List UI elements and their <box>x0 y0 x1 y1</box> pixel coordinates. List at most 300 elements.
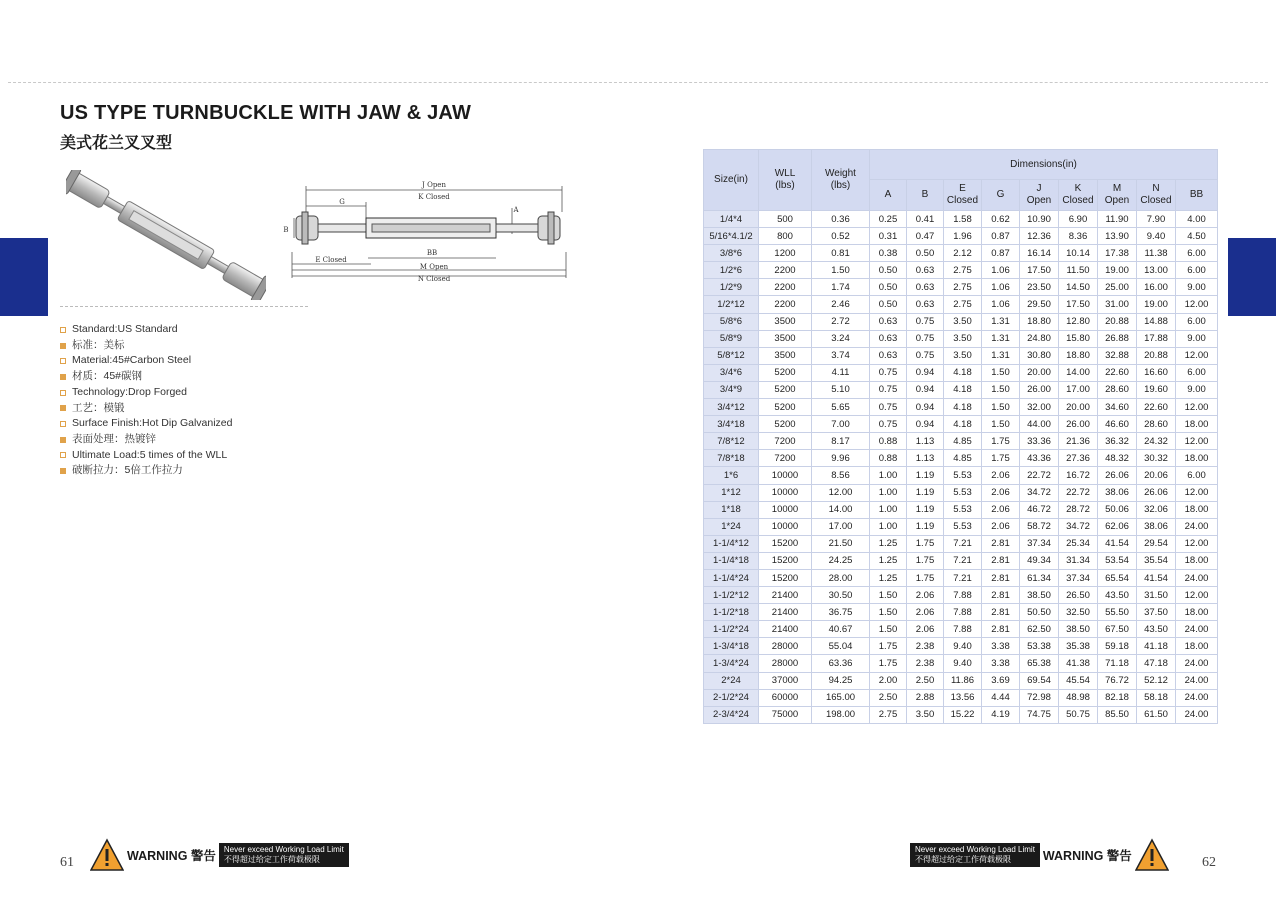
table-cell: 38.06 <box>1137 518 1176 535</box>
table-cell: 4.18 <box>944 416 982 433</box>
table-cell: 1.74 <box>812 279 870 296</box>
table-cell: 50.50 <box>1020 604 1059 621</box>
table-cell: 1.75 <box>907 552 944 569</box>
table-cell: 20.06 <box>1137 467 1176 484</box>
table-cell: 24.00 <box>1176 621 1218 638</box>
table-cell: 82.18 <box>1098 689 1137 706</box>
table-cell: 3500 <box>759 347 812 364</box>
table-cell: 37000 <box>759 672 812 689</box>
table-cell: 6.00 <box>1176 262 1218 279</box>
table-cell: 0.50 <box>870 296 907 313</box>
table-cell: 1*6 <box>704 467 759 484</box>
table-cell: 198.00 <box>812 706 870 723</box>
table-cell: 48.32 <box>1098 450 1137 467</box>
table-cell: 34.72 <box>1020 484 1059 501</box>
table-cell: 35.54 <box>1137 552 1176 569</box>
table-cell: 71.18 <box>1098 655 1137 672</box>
table-cell: 31.00 <box>1098 296 1137 313</box>
table-cell: 6.00 <box>1176 467 1218 484</box>
table-cell: 15.80 <box>1059 330 1098 347</box>
table-cell: 7.21 <box>944 552 982 569</box>
table-cell: 0.63 <box>870 313 907 330</box>
table-cell: 24.00 <box>1176 655 1218 672</box>
table-cell: 65.54 <box>1098 569 1137 586</box>
table-cell: 10000 <box>759 501 812 518</box>
table-cell: 1.58 <box>944 211 982 228</box>
table-cell: 0.94 <box>907 416 944 433</box>
table-cell: 2.72 <box>812 313 870 330</box>
table-cell: 1-3/4*18 <box>704 638 759 655</box>
table-cell: 17.50 <box>1020 262 1059 279</box>
table-cell: 15200 <box>759 535 812 552</box>
table-cell: 7.00 <box>812 416 870 433</box>
table-cell: 37.34 <box>1020 535 1059 552</box>
table-cell: 0.52 <box>812 228 870 245</box>
table-cell: 2.81 <box>982 552 1020 569</box>
table-row <box>704 381 1218 398</box>
table-cell: 0.50 <box>907 245 944 262</box>
table-cell: 12.00 <box>1176 587 1218 604</box>
table-row <box>704 518 1218 535</box>
table-cell: 31.34 <box>1059 552 1098 569</box>
table-cell: 24.00 <box>1176 672 1218 689</box>
table-cell: 12.00 <box>1176 535 1218 552</box>
table-cell: 1200 <box>759 245 812 262</box>
label-m-open: M Open <box>419 263 449 271</box>
table-cell: 28000 <box>759 638 812 655</box>
table-cell: 16.72 <box>1059 467 1098 484</box>
table-cell: 13.90 <box>1098 228 1137 245</box>
warning-triangle-icon <box>1135 838 1169 872</box>
spec-item <box>60 432 233 448</box>
table-cell: 1.31 <box>982 347 1020 364</box>
table-cell: 1.06 <box>982 279 1020 296</box>
table-cell: 44.00 <box>1020 416 1059 433</box>
table-cell: 18.00 <box>1176 638 1218 655</box>
table-cell: 28.72 <box>1059 501 1098 518</box>
table-cell: 2.06 <box>907 621 944 638</box>
table-cell: 18.00 <box>1176 552 1218 569</box>
table-cell: 61.50 <box>1137 706 1176 723</box>
table-cell: 38.06 <box>1098 484 1137 501</box>
table-cell: 1.19 <box>907 484 944 501</box>
table-cell: 1-1/4*18 <box>704 552 759 569</box>
table-cell: 2200 <box>759 262 812 279</box>
table-cell: 20.88 <box>1098 313 1137 330</box>
table-row <box>704 552 1218 569</box>
table-cell: 2200 <box>759 296 812 313</box>
table-cell: 36.32 <box>1098 433 1137 450</box>
table-cell: 19.00 <box>1098 262 1137 279</box>
table-cell: 21400 <box>759 621 812 638</box>
table-cell: 26.06 <box>1098 467 1137 484</box>
table-cell: 2.38 <box>907 655 944 672</box>
table-cell: 28000 <box>759 655 812 672</box>
table-cell: 0.75 <box>870 399 907 416</box>
table-cell: 20.88 <box>1137 347 1176 364</box>
table-cell: 18.00 <box>1176 416 1218 433</box>
warning-word: WARNING 警告 <box>127 849 216 863</box>
table-cell: 0.75 <box>907 330 944 347</box>
table-cell: 0.63 <box>907 279 944 296</box>
table-cell: 0.50 <box>870 262 907 279</box>
turnbuckle-photo <box>66 170 266 300</box>
table-cell: 16.60 <box>1137 364 1176 381</box>
table-cell: 0.36 <box>812 211 870 228</box>
table-cell: 2-3/4*24 <box>704 706 759 723</box>
warning-text-box <box>219 843 349 867</box>
table-cell: 0.63 <box>907 262 944 279</box>
table-cell: 9.40 <box>944 655 982 672</box>
table-cell: 2*24 <box>704 672 759 689</box>
header-dim-col: BB <box>1176 180 1218 211</box>
table-cell: 1.50 <box>982 399 1020 416</box>
table-cell: 43.36 <box>1020 450 1059 467</box>
label-k-closed: K Closed <box>418 193 450 201</box>
table-cell: 3500 <box>759 330 812 347</box>
table-cell: 0.75 <box>907 347 944 364</box>
table-cell: 4.18 <box>944 381 982 398</box>
table-cell: 12.36 <box>1020 228 1059 245</box>
table-cell: 1*24 <box>704 518 759 535</box>
table-cell: 1.75 <box>982 433 1020 450</box>
table-cell: 0.87 <box>982 228 1020 245</box>
spec-text: Standard:US Standard <box>72 323 178 335</box>
header-wll: WLL (lbs) <box>759 150 812 211</box>
table-cell: 3500 <box>759 313 812 330</box>
table-cell: 1-1/4*24 <box>704 569 759 586</box>
table-cell: 9.40 <box>944 638 982 655</box>
table-cell: 28.60 <box>1098 381 1137 398</box>
table-cell: 1.75 <box>982 450 1020 467</box>
table-cell: 1*12 <box>704 484 759 501</box>
table-cell: 1-1/2*18 <box>704 604 759 621</box>
table-cell: 1.06 <box>982 262 1020 279</box>
table-cell: 3.50 <box>907 706 944 723</box>
table-cell: 24.00 <box>1176 569 1218 586</box>
table-row <box>704 330 1218 347</box>
table-cell: 0.88 <box>870 433 907 450</box>
table-cell: 0.87 <box>982 245 1020 262</box>
table-cell: 14.88 <box>1137 313 1176 330</box>
table-cell: 10.14 <box>1059 245 1098 262</box>
table-cell: 37.50 <box>1137 604 1176 621</box>
table-cell: 1.75 <box>907 535 944 552</box>
table-cell: 2.06 <box>982 518 1020 535</box>
table-cell: 2.81 <box>982 535 1020 552</box>
table-cell: 6.00 <box>1176 364 1218 381</box>
table-cell: 0.75 <box>870 416 907 433</box>
table-cell: 18.00 <box>1176 450 1218 467</box>
table-cell: 27.36 <box>1059 450 1098 467</box>
bullet-icon <box>60 405 66 411</box>
table-cell: 0.62 <box>982 211 1020 228</box>
table-cell: 47.18 <box>1137 655 1176 672</box>
warning-text-en: Never exceed Working Load Limit <box>223 845 344 854</box>
table-cell: 2.46 <box>812 296 870 313</box>
table-cell: 1/4*4 <box>704 211 759 228</box>
table-cell: 53.54 <box>1098 552 1137 569</box>
table-cell: 2.00 <box>870 672 907 689</box>
table-cell: 0.75 <box>870 364 907 381</box>
table-cell: 7.88 <box>944 604 982 621</box>
table-cell: 41.18 <box>1137 638 1176 655</box>
table-cell: 7200 <box>759 433 812 450</box>
spec-item <box>60 448 233 464</box>
table-row <box>704 484 1218 501</box>
table-cell: 18.80 <box>1059 347 1098 364</box>
table-cell: 3/4*12 <box>704 399 759 416</box>
table-cell: 28.00 <box>812 569 870 586</box>
table-cell: 43.50 <box>1137 621 1176 638</box>
table-cell: 1.06 <box>982 296 1020 313</box>
table-cell: 32.88 <box>1098 347 1137 364</box>
table-cell: 1.31 <box>982 313 1020 330</box>
table-cell: 1/2*12 <box>704 296 759 313</box>
table-cell: 37.34 <box>1059 569 1098 586</box>
table-cell: 24.00 <box>1176 706 1218 723</box>
table-cell: 1.50 <box>982 364 1020 381</box>
table-cell: 1.50 <box>870 604 907 621</box>
label-g: G <box>339 198 345 206</box>
header-dim-col: J Open <box>1020 180 1059 211</box>
table-row <box>704 433 1218 450</box>
table-row <box>704 313 1218 330</box>
table-row <box>704 228 1218 245</box>
table-cell: 500 <box>759 211 812 228</box>
table-cell: 4.85 <box>944 433 982 450</box>
table-cell: 4.00 <box>1176 211 1218 228</box>
table-cell: 2.38 <box>907 638 944 655</box>
table-cell: 1.00 <box>870 518 907 535</box>
table-cell: 14.50 <box>1059 279 1098 296</box>
bullet-icon <box>60 358 66 364</box>
table-cell: 800 <box>759 228 812 245</box>
spec-text: Material:45#Carbon Steel <box>72 354 192 367</box>
label-e-closed: E Closed <box>315 256 347 264</box>
right-side-tab <box>1228 238 1276 316</box>
table-cell: 3.38 <box>982 655 1020 672</box>
table-cell: 5.53 <box>944 467 982 484</box>
table-cell: 11.50 <box>1059 262 1098 279</box>
spec-text: Ultimate Load:5 times of the WLL <box>72 448 228 461</box>
table-cell: 17.38 <box>1098 245 1137 262</box>
spec-text: 表面处理：热镀锌 <box>72 432 156 445</box>
spec-item <box>60 338 233 354</box>
table-cell: 12.80 <box>1059 313 1098 330</box>
bullet-icon <box>60 390 66 396</box>
table-cell: 3/8*6 <box>704 245 759 262</box>
table-cell: 5200 <box>759 399 812 416</box>
spec-item <box>60 385 233 401</box>
table-cell: 7.21 <box>944 569 982 586</box>
table-cell: 7.88 <box>944 621 982 638</box>
table-cell: 45.54 <box>1059 672 1098 689</box>
table-cell: 35.38 <box>1059 638 1098 655</box>
table-cell: 30.32 <box>1137 450 1176 467</box>
table-cell: 24.00 <box>1176 518 1218 535</box>
warning-banner-left <box>90 838 349 872</box>
table-cell: 0.63 <box>870 330 907 347</box>
table-cell: 11.90 <box>1098 211 1137 228</box>
label-bb: BB <box>426 249 438 257</box>
table-row <box>704 638 1218 655</box>
table-cell: 0.41 <box>907 211 944 228</box>
table-cell: 9.00 <box>1176 330 1218 347</box>
table-cell: 14.00 <box>1059 364 1098 381</box>
table-row <box>704 416 1218 433</box>
table-cell: 3.69 <box>982 672 1020 689</box>
table-cell: 40.67 <box>812 621 870 638</box>
table-cell: 59.18 <box>1098 638 1137 655</box>
table-cell: 3/4*18 <box>704 416 759 433</box>
table-cell: 2.50 <box>907 672 944 689</box>
table-cell: 62.06 <box>1098 518 1137 535</box>
table-cell: 5/16*4.1/2 <box>704 228 759 245</box>
table-cell: 24.80 <box>1020 330 1059 347</box>
header-dim-col: N Closed <box>1137 180 1176 211</box>
table-cell: 10000 <box>759 518 812 535</box>
table-cell: 10000 <box>759 484 812 501</box>
table-cell: 50.75 <box>1059 706 1098 723</box>
spec-text: Technology:Drop Forged <box>72 385 187 398</box>
table-cell: 41.54 <box>1137 569 1176 586</box>
warning-text-en: Never exceed Working Load Limit <box>915 845 1035 854</box>
spec-item <box>60 463 233 479</box>
table-cell: 12.00 <box>1176 484 1218 501</box>
table-cell: 16.00 <box>1137 279 1176 296</box>
table-cell: 15.22 <box>944 706 982 723</box>
table-cell: 26.00 <box>1059 416 1098 433</box>
table-cell: 8.17 <box>812 433 870 450</box>
table-cell: 12.00 <box>1176 433 1218 450</box>
table-row <box>704 501 1218 518</box>
table-cell: 0.50 <box>870 279 907 296</box>
table-cell: 3/4*6 <box>704 364 759 381</box>
table-cell: 65.38 <box>1020 655 1059 672</box>
table-cell: 25.00 <box>1098 279 1137 296</box>
bullet-icon <box>60 468 66 474</box>
table-cell: 2.75 <box>944 296 982 313</box>
table-cell: 25.34 <box>1059 535 1098 552</box>
bullet-icon <box>60 327 66 333</box>
table-cell: 3.38 <box>982 638 1020 655</box>
table-cell: 1.50 <box>982 381 1020 398</box>
table-cell: 2.81 <box>982 569 1020 586</box>
table-cell: 18.00 <box>1176 501 1218 518</box>
table-cell: 5.53 <box>944 518 982 535</box>
table-cell: 69.54 <box>1020 672 1059 689</box>
table-cell: 14.00 <box>812 501 870 518</box>
table-cell: 26.50 <box>1059 587 1098 604</box>
table-cell: 46.72 <box>1020 501 1059 518</box>
table-cell: 0.88 <box>870 450 907 467</box>
table-cell: 34.60 <box>1098 399 1137 416</box>
table-cell: 1-1/2*12 <box>704 587 759 604</box>
bullet-icon <box>60 452 66 458</box>
table-cell: 1.50 <box>982 416 1020 433</box>
table-cell: 165.00 <box>812 689 870 706</box>
spec-text: Surface Finish:Hot Dip Galvanized <box>72 417 233 430</box>
spec-item <box>60 416 233 432</box>
table-row <box>704 587 1218 604</box>
table-cell: 61.34 <box>1020 569 1059 586</box>
spec-text: 工艺：模锻 <box>72 401 125 414</box>
table-cell: 2200 <box>759 279 812 296</box>
table-cell: 43.50 <box>1098 587 1137 604</box>
table-cell: 9.40 <box>1137 228 1176 245</box>
table-cell: 10.90 <box>1020 211 1059 228</box>
table-row <box>704 467 1218 484</box>
table-cell: 4.11 <box>812 364 870 381</box>
header-dimensions: Dimensions(in) <box>870 150 1218 180</box>
spec-text: 标准：美标 <box>72 338 125 351</box>
table-cell: 6.90 <box>1059 211 1098 228</box>
warning-text-box <box>910 843 1040 867</box>
table-cell: 0.31 <box>870 228 907 245</box>
table-cell: 1.13 <box>907 433 944 450</box>
table-cell: 49.34 <box>1020 552 1059 569</box>
table-cell: 5200 <box>759 381 812 398</box>
header-size: Size(in) <box>704 150 759 211</box>
table-cell: 1.00 <box>870 484 907 501</box>
table-row <box>704 279 1218 296</box>
table-cell: 55.50 <box>1098 604 1137 621</box>
table-cell: 30.80 <box>1020 347 1059 364</box>
spec-item <box>60 322 233 338</box>
warning-banner-right <box>910 838 1169 872</box>
table-cell: 58.18 <box>1137 689 1176 706</box>
table-row <box>704 706 1218 723</box>
table-row <box>704 347 1218 364</box>
spec-item <box>60 369 233 385</box>
header-dim-col: K Closed <box>1059 180 1098 211</box>
table-cell: 0.47 <box>907 228 944 245</box>
table-cell: 6.00 <box>1176 313 1218 330</box>
page-number-right: 62 <box>1202 855 1216 870</box>
table-cell: 4.44 <box>982 689 1020 706</box>
label-j-open: J Open <box>422 181 446 189</box>
label-b: B <box>283 226 289 234</box>
table-cell: 1.96 <box>944 228 982 245</box>
spec-item <box>60 353 233 369</box>
table-cell: 55.04 <box>812 638 870 655</box>
table-cell: 2.06 <box>907 604 944 621</box>
table-cell: 72.98 <box>1020 689 1059 706</box>
table-cell: 2.75 <box>944 279 982 296</box>
table-cell: 0.25 <box>870 211 907 228</box>
table-cell: 11.38 <box>1137 245 1176 262</box>
table-cell: 1/2*9 <box>704 279 759 296</box>
header-dim-col: B <box>907 180 944 211</box>
table-cell: 29.54 <box>1137 535 1176 552</box>
table-cell: 6.00 <box>1176 245 1218 262</box>
table-cell: 50.06 <box>1098 501 1137 518</box>
table-cell: 0.81 <box>812 245 870 262</box>
table-cell: 8.36 <box>1059 228 1098 245</box>
table-cell: 3.74 <box>812 347 870 364</box>
table-cell: 7200 <box>759 450 812 467</box>
table-cell: 32.00 <box>1020 399 1059 416</box>
table-cell: 22.72 <box>1059 484 1098 501</box>
table-cell: 1.50 <box>870 587 907 604</box>
table-cell: 5/8*6 <box>704 313 759 330</box>
table-row <box>704 364 1218 381</box>
table-cell: 1.13 <box>907 450 944 467</box>
table-cell: 2.81 <box>982 621 1020 638</box>
table-row <box>704 245 1218 262</box>
table-cell: 12.00 <box>812 484 870 501</box>
